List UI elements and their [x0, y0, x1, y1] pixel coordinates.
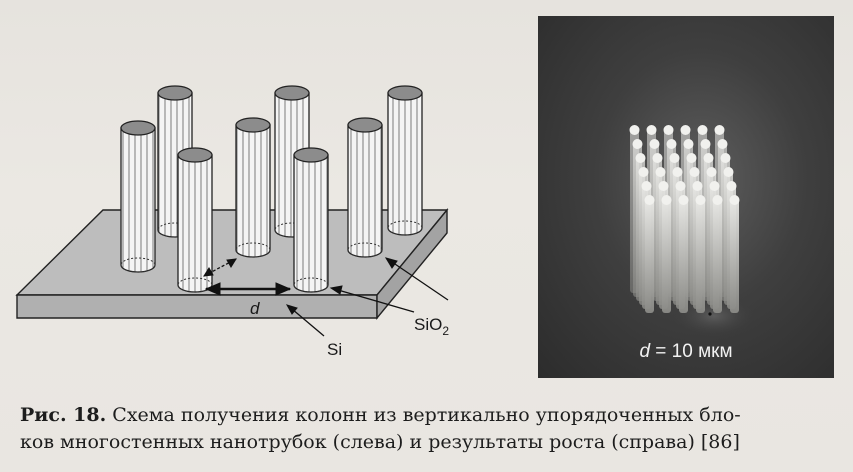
pillar-top: [724, 167, 734, 177]
pillar-top: [656, 167, 666, 177]
pillar-top: [696, 195, 706, 205]
caption-line-1: [20, 402, 840, 429]
pillar-top: [636, 153, 646, 163]
pillar-top: [667, 139, 677, 149]
pillar-top: [659, 181, 669, 191]
caption-text-1: Схема получения колонн из вертикально упорядоченных бло-: [112, 404, 741, 426]
pillar-top: [701, 139, 711, 149]
scale-caption: d = 10 мкм: [639, 341, 733, 362]
nanotube-column: [348, 118, 382, 257]
pillar-top: [690, 167, 700, 177]
nanotube-block-image: [538, 16, 834, 378]
pillar-top: [679, 195, 689, 205]
pillar-top: [639, 167, 649, 177]
pillar-top: [642, 181, 652, 191]
pillar-top: [633, 139, 643, 149]
nanotube-pillar: [662, 198, 671, 313]
pillar-top: [718, 139, 728, 149]
pillar-top: [664, 125, 674, 135]
sem-photo: [538, 16, 834, 378]
pillar-top: [710, 181, 720, 191]
figure-number: Рис. 18.: [20, 404, 107, 426]
nanotube-pillar: [679, 198, 688, 313]
nanotube-pillar: [645, 198, 654, 313]
pillar-top: [721, 153, 731, 163]
pillar-top: [698, 125, 708, 135]
pillar-top: [727, 181, 737, 191]
pillar-top: [647, 125, 657, 135]
caption-text-2: ков многостенных нанотрубок (слева) и результаты роста (справа) [86]: [20, 431, 740, 453]
pillar-top: [670, 153, 680, 163]
nanotube-column: [294, 148, 328, 292]
si-substrate-front: [17, 295, 377, 318]
pillar-top: [707, 167, 717, 177]
pillar-top: [673, 167, 683, 177]
pillar-top: [713, 195, 723, 205]
nanotube-column: [121, 121, 155, 272]
pillar-top: [681, 125, 691, 135]
figure-caption: [20, 402, 840, 456]
nanotube-pillar: [713, 198, 722, 313]
pillar-top: [650, 139, 660, 149]
pillar-top: [715, 125, 725, 135]
pillar-top: [653, 153, 663, 163]
nanotube-column: [236, 118, 270, 257]
nanotube-column: [388, 86, 422, 235]
nanotube-pillar: [730, 198, 739, 313]
spacing-label-d: d: [250, 299, 260, 318]
pillar-top: [684, 139, 694, 149]
pillar-top: [676, 181, 686, 191]
nanotube-pillar: [696, 198, 705, 313]
sio2-label: SiO$_2$: [414, 315, 450, 338]
pillar-top: [704, 153, 714, 163]
si-label: Si: [327, 340, 343, 359]
pillar-top: [687, 153, 697, 163]
pillar-top: [662, 195, 672, 205]
pillar-top: [730, 195, 740, 205]
pillar-top: [645, 195, 655, 205]
pillar-top: [693, 181, 703, 191]
pillar-top: [630, 125, 640, 135]
nanotube-column: [178, 148, 212, 292]
